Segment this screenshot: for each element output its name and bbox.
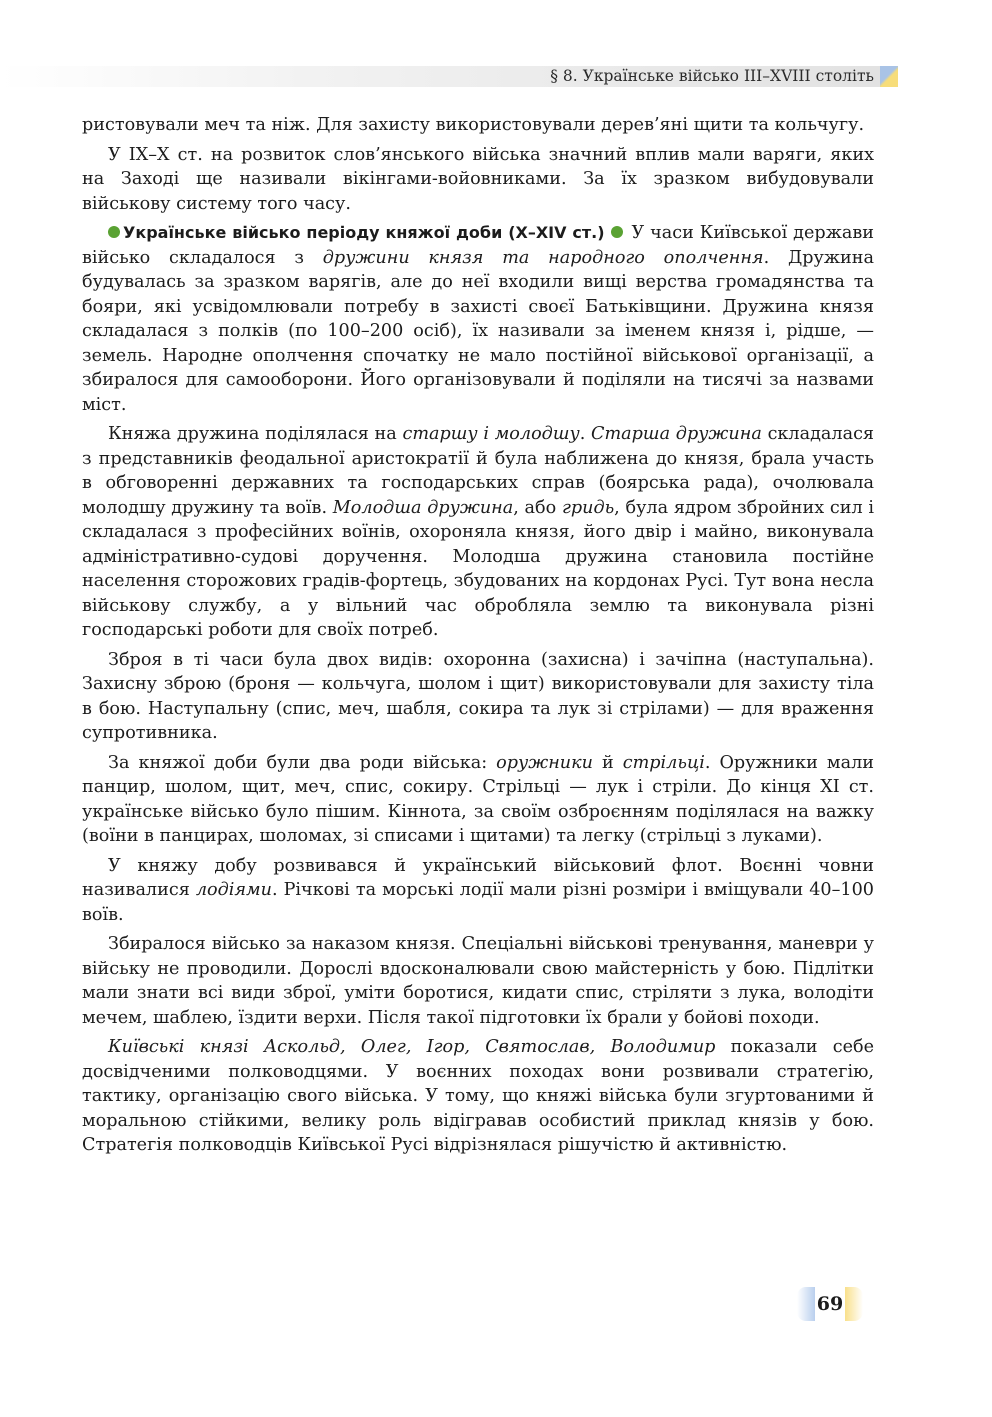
text-run: складалася з представників феодальної аристократії й була наближена до князя, брала участь в обговоренні державних та господарських справ (боярська рада), очолювала молодшу дружину та воїв. [82, 424, 875, 518]
paragraph-2: У ІХ–Х ст. на розвиток слов’янського війська значний вплив мали варяги, яких на Заході ще називали вікінгами-войовниками. За їх зразком вибудовували військову систему того часу. [82, 144, 874, 214]
text-run: У княжу добу розвивався й український військовий флот. Воєнні човни називалися [82, 855, 874, 900]
text-run: й [592, 752, 623, 773]
italic-term: Старша дружина [591, 424, 762, 444]
paragraph-9 [82, 1035, 874, 1158]
paragraph-6 [82, 751, 874, 849]
header-corner-decoration [880, 66, 898, 87]
page-number-tab [797, 1287, 863, 1321]
text-run: . Річкові та морські лодії мали різні розміри і вміщували 40–100 воїв. [82, 880, 874, 925]
paragraph-7 [82, 854, 874, 928]
text-run: За княжої доби були два роди війська: [108, 752, 497, 773]
text-run: . [579, 424, 592, 444]
paragraph-1: ристовували меч та ніж. Для захисту використовували дерев’яні щити та кольчугу. [82, 115, 865, 135]
paragraph-3 [82, 221, 874, 417]
green-bullet-icon [108, 226, 120, 238]
italic-term: лодіями [195, 880, 272, 900]
italic-term: Молодша дружина [332, 497, 514, 518]
text-run: У часи Київської держави військо складалося з [82, 223, 874, 268]
running-header: § 8. Українське військо ІІІ–ХVІІІ століть [550, 67, 874, 85]
text-run: . Оружники мали панцир, шолом, щит, меч, спис, сокиру. Стрільці — лук і стріли. До кінця ХІ ст. українське військо було пішим. Кіннота, за своїм озброєнням поділялася на важку (воїни в панцирах, шоломах, зі списами і щитами) та легку (стрільці з луками). [82, 752, 874, 846]
section-title: Українське військо періоду княжої доби (Х–ХІV ст.) [123, 223, 605, 242]
page-body [82, 113, 874, 1158]
text-run: . Дружина будувалась за зразком варягів, але до неї входили вищі верства громадянства та бояри, які усвідомлювали потребу в захисті своєї Батьківщини. Дружина князя складалася з полків (по 100–200 осіб), їх називали за іменем князя і, рідше, — земель. Народне ополчення спочатку не мало постійної військової організації, а збиралося для самооборони. Його організовували й поділяли на тисячі за назвами міст. [82, 247, 874, 415]
text-run: показали себе досвідченими полководцями. У воєнних походах вони розвивали стратегію, тактику, організацію свого війська. У тому, що княжі війська були згуртованими й моральною стійкими, велику роль відігравав особистий приклад князів у бою. Стратегія полководців Київської Русі відрізнялася рішучістю й активністю. [82, 1037, 874, 1155]
italic-term: стрільці [622, 752, 705, 773]
italic-term: старшу і молодшу [402, 424, 580, 444]
italic-term: гридь [561, 497, 615, 518]
text-run: Княжа дружина поділялася на [108, 424, 403, 444]
text-run: , була ядром збройних сил і складалася з професійних воїнів, охороняла князя, його двір і майно, виконувала адміністративно-судові доручення. Молодша дружина становила постійне населення сторожових градів-фортець, збудованих на кордонах Русі. Тут вона несла військову службу, а у вільний час обробляла землю та виконувала різні господарські роботи для своїх потреб. [82, 497, 874, 640]
page-number: 69 [816, 1293, 844, 1315]
italic-term: оружники [496, 752, 593, 773]
paragraph-5: Зброя в ті часи була двох видів: охоронна (захисна) і зачіпна (наступальна). Захисну зброю (броня — кольчуга, шолом і щит) використовували для захисту тіла в бою. Наступальну (спис, меч, шабля, сокира та лук зі стрілами) — для враження супротивника. [82, 649, 874, 743]
text-run: , або [513, 497, 562, 518]
italic-term: дружини князя та народного ополчення [322, 247, 764, 268]
italic-term: Київські князі Аскольд, Олег, Ігор, Святослав, Володимир [108, 1037, 716, 1057]
green-bullet-icon [611, 226, 623, 238]
paragraph-4 [82, 422, 874, 643]
paragraph-8: Збиралося військо за наказом князя. Спеціальні військові тренування, маневри у війську не проводили. Дорослі вдосконалювали свою майстерність у бою. Підлітки мали знати всі види зброї, уміти боротися, кидати спис, стріляти з лука, володіти мечем, шаблею, їздити верхи. Після такої підготовки їх брали у бойові походи. [82, 934, 874, 1028]
